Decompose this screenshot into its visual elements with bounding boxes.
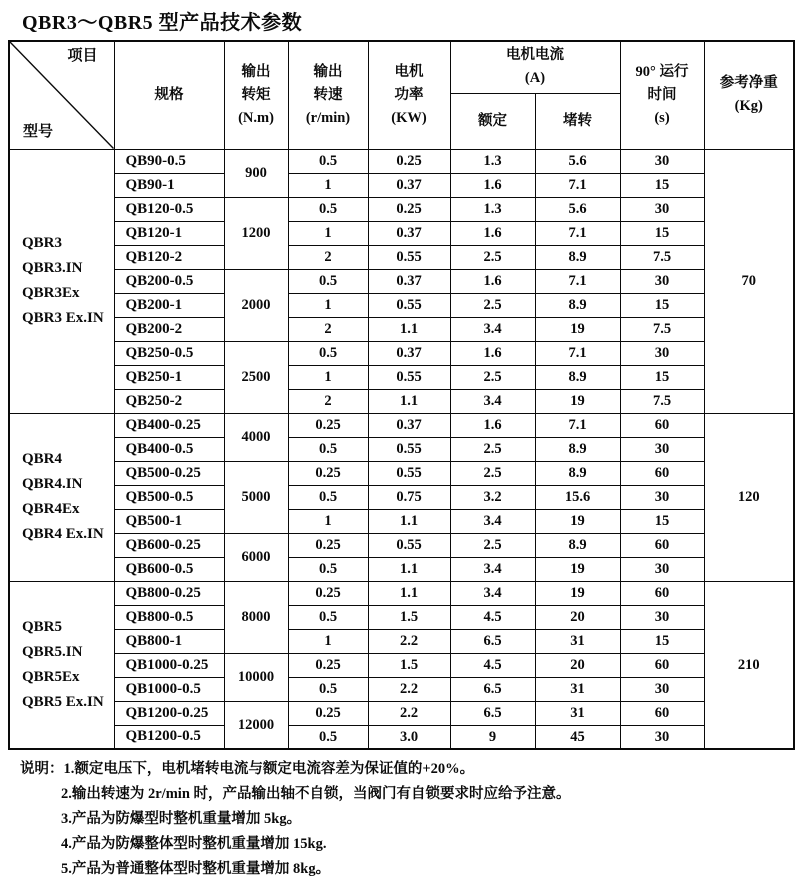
rated-current-cell: 3.4	[450, 317, 535, 341]
spec-cell: QB600-0.5	[114, 557, 224, 581]
locked-current-cell: 8.9	[535, 533, 620, 557]
table-row	[9, 701, 794, 725]
spec-cell: QB500-0.25	[114, 461, 224, 485]
header-time-line: 时间	[647, 86, 677, 103]
speed-cell: 1	[288, 629, 368, 653]
rated-current-cell: 1.6	[450, 173, 535, 197]
rated-current-cell: 6.5	[450, 629, 535, 653]
spec-cell: QB600-0.25	[114, 533, 224, 557]
speed-cell: 0.25	[288, 413, 368, 437]
header-speed-line: 输出	[313, 63, 343, 80]
locked-current-cell: 5.6	[535, 149, 620, 173]
header-reference-weight	[704, 41, 794, 149]
run-time-cell: 15	[620, 221, 704, 245]
note-line	[20, 757, 800, 782]
model-series-line: QBR4.IN	[22, 476, 83, 492]
run-time-cell: 30	[620, 341, 704, 365]
table-row	[9, 269, 794, 293]
spec-cell: QB250-1	[114, 365, 224, 389]
locked-current-cell: 31	[535, 701, 620, 725]
header-current-label: 电机电流	[506, 47, 564, 64]
note-item: 1.额定电压下，电机堵转电流与额定电流容差为保证值的+20%。	[63, 761, 475, 777]
speed-cell: 0.5	[288, 557, 368, 581]
spec-cell: QB500-0.5	[114, 485, 224, 509]
locked-current-cell: 8.9	[535, 245, 620, 269]
power-cell: 1.1	[368, 389, 450, 413]
torque-cell: 900	[224, 149, 288, 197]
table-row	[9, 653, 794, 677]
spec-cell: QB200-2	[114, 317, 224, 341]
spec-cell: QB800-0.25	[114, 581, 224, 605]
power-cell: 0.37	[368, 173, 450, 197]
table-row	[9, 581, 794, 605]
power-cell: 0.37	[368, 413, 450, 437]
weight-cell: 70	[704, 149, 794, 413]
torque-cell: 8000	[224, 581, 288, 653]
run-time-cell: 60	[620, 533, 704, 557]
table-row	[9, 197, 794, 221]
header-motor-power	[368, 41, 450, 149]
model-series-cell	[9, 413, 114, 581]
table-row	[9, 341, 794, 365]
header-speed-line: 转速	[313, 86, 343, 103]
run-time-cell: 15	[620, 509, 704, 533]
locked-current-cell: 7.1	[535, 269, 620, 293]
spec-cell: QB200-1	[114, 293, 224, 317]
locked-current-cell: 19	[535, 389, 620, 413]
run-time-cell: 15	[620, 629, 704, 653]
rated-current-cell: 3.4	[450, 389, 535, 413]
notes-block	[20, 757, 800, 882]
locked-current-cell: 7.1	[535, 341, 620, 365]
table-row	[9, 173, 794, 197]
table-row	[9, 605, 794, 629]
run-time-cell: 60	[620, 413, 704, 437]
torque-cell: 12000	[224, 701, 288, 749]
table-row	[9, 557, 794, 581]
rated-current-cell: 3.4	[450, 557, 535, 581]
rated-current-cell: 1.3	[450, 149, 535, 173]
table-row	[9, 317, 794, 341]
power-cell: 0.37	[368, 221, 450, 245]
run-time-cell: 30	[620, 437, 704, 461]
notes-label: 说明：	[20, 761, 64, 777]
speed-cell: 1	[288, 173, 368, 197]
torque-cell: 6000	[224, 533, 288, 581]
power-cell: 0.37	[368, 269, 450, 293]
note-item: 3.产品为防爆型时整机重量增加 5kg。	[61, 811, 302, 827]
power-cell: 1.1	[368, 581, 450, 605]
rated-current-cell: 9	[450, 725, 535, 749]
table-row	[9, 725, 794, 749]
table-row	[9, 509, 794, 533]
power-cell: 0.55	[368, 461, 450, 485]
torque-cell: 10000	[224, 653, 288, 701]
table-row	[9, 677, 794, 701]
speed-cell: 0.5	[288, 341, 368, 365]
run-time-cell: 7.5	[620, 245, 704, 269]
table-row	[9, 461, 794, 485]
rated-current-cell: 3.4	[450, 509, 535, 533]
power-cell: 0.37	[368, 341, 450, 365]
table-row	[9, 413, 794, 437]
speed-cell: 0.5	[288, 437, 368, 461]
header-rated-current: 额定	[450, 93, 535, 149]
model-series-line: QBR4	[22, 451, 63, 467]
header-current-unit: (A)	[524, 70, 546, 87]
spec-cell: QB120-1	[114, 221, 224, 245]
rated-current-cell: 4.5	[450, 653, 535, 677]
run-time-cell: 60	[620, 461, 704, 485]
speed-cell: 1	[288, 293, 368, 317]
model-series-cell	[9, 581, 114, 749]
header-output-speed	[288, 41, 368, 149]
torque-cell: 1200	[224, 197, 288, 269]
rated-current-cell: 2.5	[450, 533, 535, 557]
header-torque-unit: (N.m)	[238, 109, 274, 126]
spec-cell: QB120-0.5	[114, 197, 224, 221]
power-cell: 0.75	[368, 485, 450, 509]
power-cell: 0.55	[368, 245, 450, 269]
locked-current-cell: 19	[535, 557, 620, 581]
spec-cell: QB500-1	[114, 509, 224, 533]
header-motor-current-group	[450, 41, 620, 93]
spec-cell: QB800-0.5	[114, 605, 224, 629]
locked-current-cell: 5.6	[535, 197, 620, 221]
power-cell: 0.55	[368, 437, 450, 461]
locked-current-cell: 15.6	[535, 485, 620, 509]
rated-current-cell: 1.6	[450, 341, 535, 365]
locked-current-cell: 19	[535, 581, 620, 605]
rated-current-cell: 1.6	[450, 269, 535, 293]
run-time-cell: 30	[620, 557, 704, 581]
speed-cell: 1	[288, 365, 368, 389]
run-time-cell: 7.5	[620, 317, 704, 341]
power-cell: 0.55	[368, 293, 450, 317]
locked-current-cell: 8.9	[535, 437, 620, 461]
torque-cell: 2500	[224, 341, 288, 413]
torque-cell: 4000	[224, 413, 288, 461]
locked-current-cell: 31	[535, 629, 620, 653]
table-row	[9, 533, 794, 557]
run-time-cell: 30	[620, 485, 704, 509]
run-time-cell: 30	[620, 605, 704, 629]
model-series-line: QBR5	[22, 618, 63, 635]
weight-cell: 210	[704, 581, 794, 749]
power-cell: 2.2	[368, 701, 450, 725]
locked-current-cell: 8.9	[535, 461, 620, 485]
table-row	[9, 221, 794, 245]
speed-cell: 2	[288, 245, 368, 269]
run-time-cell: 30	[620, 149, 704, 173]
rated-current-cell: 3.2	[450, 485, 535, 509]
run-time-cell: 60	[620, 701, 704, 725]
run-time-cell: 30	[620, 197, 704, 221]
run-time-cell: 15	[620, 365, 704, 389]
speed-cell: 0.5	[288, 485, 368, 509]
table-body	[9, 149, 794, 749]
header-row-top	[9, 41, 794, 93]
locked-current-cell: 20	[535, 605, 620, 629]
speed-cell: 0.5	[288, 269, 368, 293]
model-series-line: QBR5Ex	[22, 668, 80, 685]
spec-cell: QB400-0.25	[114, 413, 224, 437]
spec-cell: QB200-0.5	[114, 269, 224, 293]
power-cell: 0.25	[368, 149, 450, 173]
locked-current-cell: 45	[535, 725, 620, 749]
header-corner-cell	[9, 41, 114, 149]
locked-current-cell: 19	[535, 317, 620, 341]
speed-cell: 0.5	[288, 197, 368, 221]
speed-cell: 2	[288, 389, 368, 413]
torque-cell: 2000	[224, 269, 288, 341]
spec-cell: QB800-1	[114, 629, 224, 653]
locked-current-cell: 8.9	[535, 365, 620, 389]
header-torque-line: 输出	[241, 63, 271, 80]
rated-current-cell: 2.5	[450, 293, 535, 317]
locked-current-cell: 31	[535, 677, 620, 701]
rated-current-cell: 6.5	[450, 701, 535, 725]
note-item: 5.产品为普通整体型时整机重量增加 8kg。	[61, 861, 331, 877]
header-spec-label: 规格	[154, 86, 184, 103]
table-row	[9, 485, 794, 509]
spec-cell: QB250-0.5	[114, 341, 224, 365]
spec-cell: QB1200-0.5	[114, 725, 224, 749]
run-time-cell: 30	[620, 269, 704, 293]
speed-cell: 1	[288, 221, 368, 245]
speed-cell: 1	[288, 509, 368, 533]
speed-cell: 2	[288, 317, 368, 341]
rated-current-cell: 2.5	[450, 365, 535, 389]
model-series-line: QBR4Ex	[22, 501, 80, 517]
rated-current-cell: 2.5	[450, 245, 535, 269]
page-title: QBR3～QBR5 型产品技术参数	[22, 12, 303, 34]
header-time-line: 90° 运行	[635, 63, 689, 80]
header-speed-unit: (r/min)	[305, 109, 351, 126]
rated-current-cell: 1.3	[450, 197, 535, 221]
rated-current-cell: 2.5	[450, 461, 535, 485]
spec-cell: QB1000-0.25	[114, 653, 224, 677]
power-cell: 1.1	[368, 557, 450, 581]
header-power-line: 功率	[394, 86, 424, 103]
table-row	[9, 149, 794, 173]
run-time-cell: 7.5	[620, 389, 704, 413]
header-locked-rotor-current: 堵转	[535, 93, 620, 149]
model-series-line: QBR3	[22, 235, 63, 251]
run-time-cell: 60	[620, 581, 704, 605]
model-series-line: QBR5 Ex.IN	[22, 693, 104, 710]
note-item: 4.产品为防爆整体型时整机重量增加 15kg.	[61, 836, 327, 852]
model-series-line: QBR4 Ex.IN	[22, 526, 104, 542]
rated-current-cell: 6.5	[450, 677, 535, 701]
header-run-time	[620, 41, 704, 149]
power-cell: 3.0	[368, 725, 450, 749]
speed-cell: 0.25	[288, 653, 368, 677]
locked-current-cell: 19	[535, 509, 620, 533]
locked-current-cell: 7.1	[535, 221, 620, 245]
run-time-cell: 30	[620, 677, 704, 701]
locked-current-cell: 7.1	[535, 413, 620, 437]
speed-cell: 0.25	[288, 461, 368, 485]
header-weight-unit: (Kg)	[734, 98, 763, 115]
spec-cell: QB1200-0.25	[114, 701, 224, 725]
speed-cell: 0.25	[288, 533, 368, 557]
technical-parameters-table	[8, 40, 795, 750]
speed-cell: 0.5	[288, 605, 368, 629]
power-cell: 2.2	[368, 677, 450, 701]
rated-current-cell: 1.6	[450, 221, 535, 245]
rated-current-cell: 1.6	[450, 413, 535, 437]
power-cell: 1.1	[368, 317, 450, 341]
power-cell: 2.2	[368, 629, 450, 653]
torque-cell: 5000	[224, 461, 288, 533]
power-cell: 1.5	[368, 653, 450, 677]
table-row	[9, 629, 794, 653]
model-series-cell	[9, 149, 114, 413]
speed-cell: 0.5	[288, 725, 368, 749]
weight-cell: 120	[704, 413, 794, 581]
header-weight-line: 参考净重	[719, 75, 778, 92]
model-series-line: QBR3.IN	[22, 260, 83, 276]
power-cell: 0.25	[368, 197, 450, 221]
rated-current-cell: 4.5	[450, 605, 535, 629]
rated-current-cell: 2.5	[450, 437, 535, 461]
header-corner-model-label: 型号	[23, 123, 54, 140]
spec-cell: QB120-2	[114, 245, 224, 269]
header-power-line: 电机	[394, 63, 424, 80]
run-time-cell: 15	[620, 293, 704, 317]
rated-current-cell: 3.4	[450, 581, 535, 605]
run-time-cell: 60	[620, 653, 704, 677]
header-spec	[114, 41, 224, 149]
spec-cell: QB1000-0.5	[114, 677, 224, 701]
model-series-line: QBR5.IN	[22, 643, 83, 660]
table-row	[9, 365, 794, 389]
spec-cell: QB90-1	[114, 173, 224, 197]
table-row	[9, 245, 794, 269]
run-time-cell: 15	[620, 173, 704, 197]
spec-cell: QB250-2	[114, 389, 224, 413]
power-cell: 1.1	[368, 509, 450, 533]
header-corner-item-label: 项目	[67, 48, 98, 64]
header-power-unit: (KW)	[391, 109, 427, 126]
note-item: 2.输出转速为 2r/min 时，产品输出轴不自锁，当阀门有自锁要求时应给予注意。	[61, 786, 571, 802]
header-time-unit: (s)	[654, 109, 670, 126]
power-cell: 0.55	[368, 533, 450, 557]
speed-cell: 0.5	[288, 149, 368, 173]
spec-cell: QB400-0.5	[114, 437, 224, 461]
table-row	[9, 389, 794, 413]
power-cell: 1.5	[368, 605, 450, 629]
speed-cell: 0.5	[288, 677, 368, 701]
speed-cell: 0.25	[288, 701, 368, 725]
spec-cell: QB90-0.5	[114, 149, 224, 173]
header-torque-line: 转矩	[241, 86, 271, 103]
model-series-line: QBR3Ex	[22, 285, 80, 301]
run-time-cell: 30	[620, 725, 704, 749]
locked-current-cell: 7.1	[535, 173, 620, 197]
table-row	[9, 437, 794, 461]
locked-current-cell: 8.9	[535, 293, 620, 317]
model-series-line: QBR3 Ex.IN	[22, 310, 104, 326]
table-row	[9, 293, 794, 317]
power-cell: 0.55	[368, 365, 450, 389]
locked-current-cell: 20	[535, 653, 620, 677]
speed-cell: 0.25	[288, 581, 368, 605]
header-output-torque	[224, 41, 288, 149]
